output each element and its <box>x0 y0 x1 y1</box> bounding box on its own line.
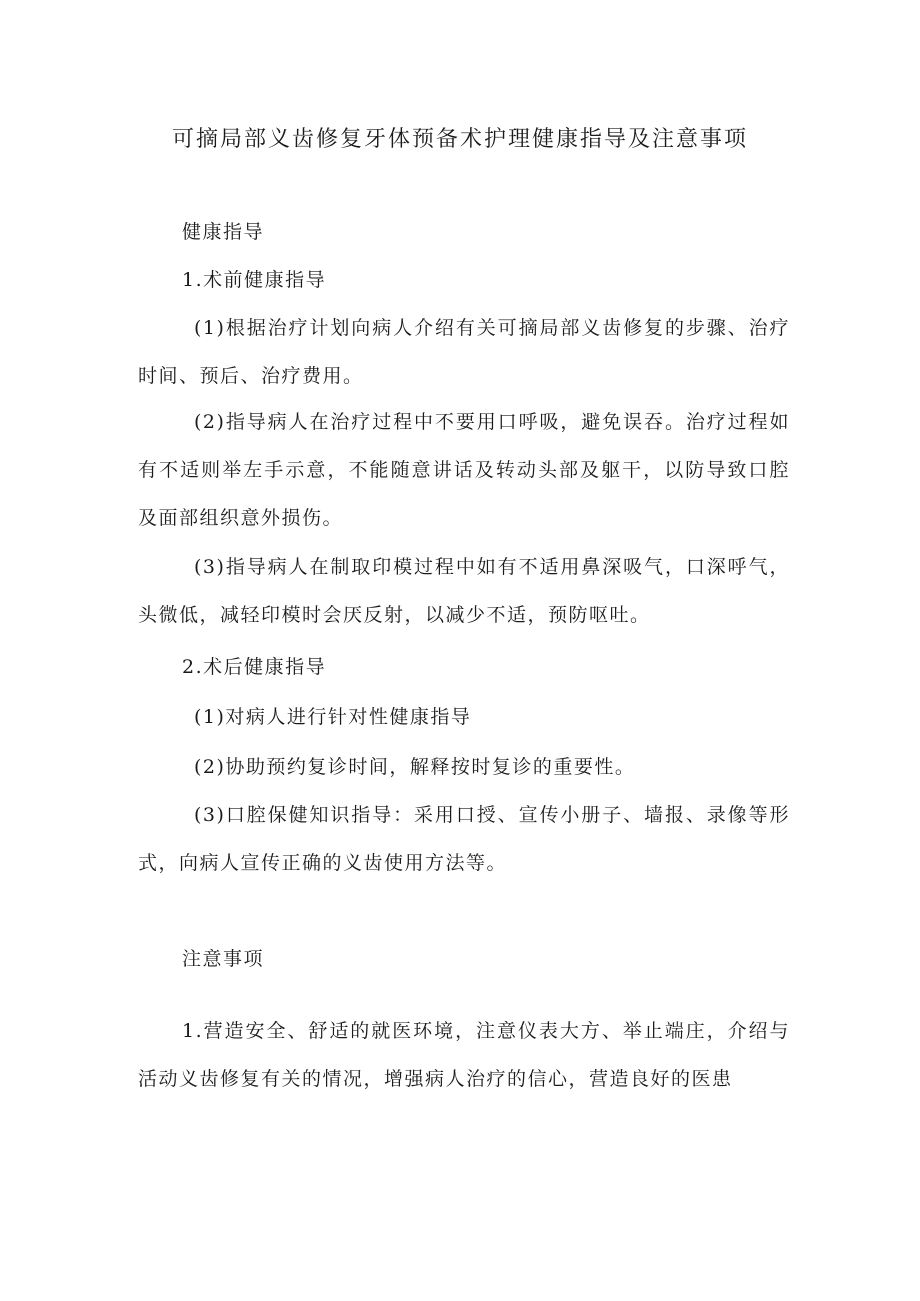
subsection-heading-preop: 1.术前健康指导 <box>182 269 327 291</box>
preop-item-2: (2)指导病人在治疗过程中不要用口呼吸，避免误吞。治疗过程如有不适则举左手示意，不能随意讲话及转动头部及躯干，以防导致口腔及面部组织意外损伤。 <box>138 411 790 529</box>
postop-item-2: (2)协助预约复诊时间，解释按时复诊的重要性。 <box>194 756 636 778</box>
precaution-item-1: 1.营造安全、舒适的就医环境，注意仪表大方、举止端庄，介绍与活动义齿修复有关的情况，增强病人治疗的信心，营造良好的医患 <box>138 1020 790 1090</box>
preop-item-3: (3)指导病人在制取印模过程中如有不适用鼻深吸气，口深呼气，头微低，减轻印模时会厌反射，以减少不适，预防呕吐。 <box>138 556 790 626</box>
section-heading-precautions: 注意事项 <box>182 948 265 970</box>
document-title: 可摘局部义齿修复牙体预备术护理健康指导及注意事项 <box>171 127 748 152</box>
section-heading-health-guidance: 健康指导 <box>182 221 265 243</box>
preop-item-1: (1)根据治疗计划向病人介绍有关可摘局部义齿修复的步骤、治疗时间、预后、治疗费用。 <box>138 317 790 387</box>
postop-item-1: (1)对病人进行针对性健康指导 <box>194 706 472 728</box>
subsection-heading-postop: 2.术后健康指导 <box>182 656 327 678</box>
postop-item-3: (3)口腔保健知识指导：采用口授、宣传小册子、墙报、录像等形式，向病人宣传正确的义齿使用方法等。 <box>138 804 790 874</box>
